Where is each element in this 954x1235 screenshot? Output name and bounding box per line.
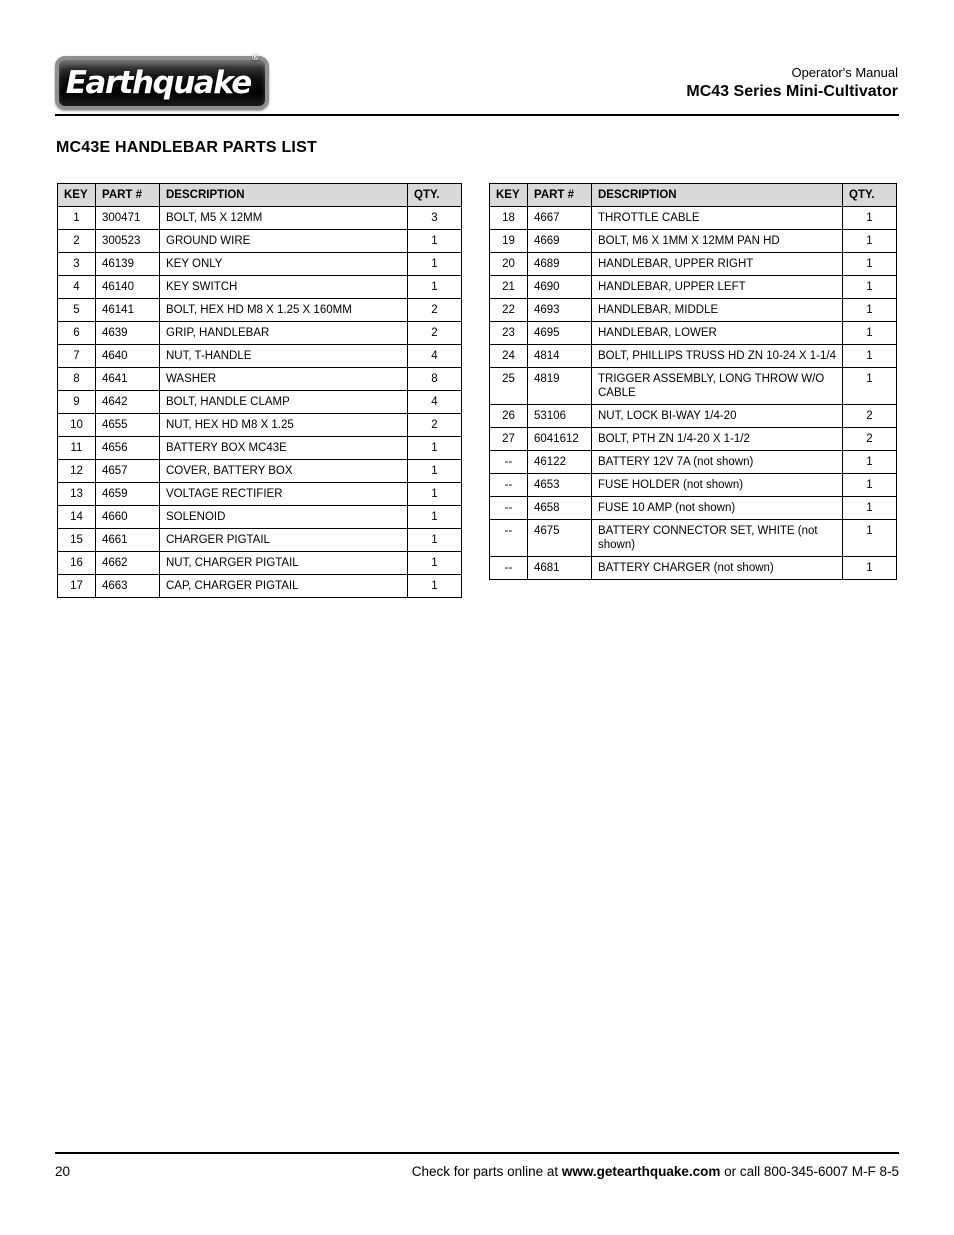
cell-key: 26 xyxy=(490,405,528,428)
cell-key: 18 xyxy=(490,207,528,230)
table-row xyxy=(490,322,897,345)
parts-table-right-body xyxy=(490,207,897,580)
column-header-qty: QTY. xyxy=(843,184,897,207)
cell-part: 46141 xyxy=(96,299,160,322)
cell-desc: BATTERY CONNECTOR SET, WHITE (not shown) xyxy=(592,520,843,557)
table-row xyxy=(490,345,897,368)
cell-qty: 4 xyxy=(408,345,462,368)
registered-trademark-icon: ® xyxy=(250,53,259,63)
cell-desc: BOLT, M5 X 12MM xyxy=(160,207,408,230)
column-header-qty: QTY. xyxy=(408,184,462,207)
cell-key: 3 xyxy=(58,253,96,276)
cell-desc: BATTERY BOX MC43E xyxy=(160,437,408,460)
cell-desc: VOLTAGE RECTIFIER xyxy=(160,483,408,506)
cell-key: 24 xyxy=(490,345,528,368)
cell-key: 1 xyxy=(58,207,96,230)
table-header-row xyxy=(490,184,897,207)
cell-part: 4640 xyxy=(96,345,160,368)
cell-key: 25 xyxy=(490,368,528,405)
table-row xyxy=(490,474,897,497)
cell-part: 4681 xyxy=(528,557,592,580)
cell-desc: NUT, LOCK BI-WAY 1/4-20 xyxy=(592,405,843,428)
cell-key: 21 xyxy=(490,276,528,299)
table-row xyxy=(58,506,462,529)
cell-qty: 4 xyxy=(408,391,462,414)
manual-label: Operator's Manual xyxy=(791,65,898,80)
cell-desc: BOLT, M6 X 1MM X 12MM PAN HD xyxy=(592,230,843,253)
table-row xyxy=(58,575,462,598)
cell-qty: 1 xyxy=(843,474,897,497)
cell-desc: BOLT, PHILLIPS TRUSS HD ZN 10-24 X 1-1/4 xyxy=(592,345,843,368)
cell-qty: 1 xyxy=(843,276,897,299)
cell-key: 9 xyxy=(58,391,96,414)
cell-qty: 1 xyxy=(843,345,897,368)
cell-part: 4656 xyxy=(96,437,160,460)
cell-part: 4819 xyxy=(528,368,592,405)
table-row xyxy=(490,520,897,557)
cell-desc: HANDLEBAR, UPPER RIGHT xyxy=(592,253,843,276)
cell-key: 27 xyxy=(490,428,528,451)
product-title: MC43 Series Mini-Cultivator xyxy=(686,83,898,100)
footer-note xyxy=(412,1164,899,1179)
cell-part: 4657 xyxy=(96,460,160,483)
cell-key: -- xyxy=(490,520,528,557)
cell-part: 4659 xyxy=(96,483,160,506)
cell-key: -- xyxy=(490,451,528,474)
cell-qty: 1 xyxy=(408,552,462,575)
column-header-description: DESCRIPTION xyxy=(592,184,843,207)
cell-part: 4662 xyxy=(96,552,160,575)
cell-key: 12 xyxy=(58,460,96,483)
column-header-part: PART # xyxy=(528,184,592,207)
cell-desc: HANDLEBAR, MIDDLE xyxy=(592,299,843,322)
cell-key: -- xyxy=(490,557,528,580)
table-row xyxy=(58,368,462,391)
cell-desc: NUT, T-HANDLE xyxy=(160,345,408,368)
cell-part: 4814 xyxy=(528,345,592,368)
table-row xyxy=(58,391,462,414)
cell-key: 20 xyxy=(490,253,528,276)
cell-key: 8 xyxy=(58,368,96,391)
cell-qty: 1 xyxy=(843,557,897,580)
cell-part: 4641 xyxy=(96,368,160,391)
table-row xyxy=(490,253,897,276)
cell-qty: 1 xyxy=(408,437,462,460)
cell-desc: COVER, BATTERY BOX xyxy=(160,460,408,483)
cell-qty: 3 xyxy=(408,207,462,230)
table-row xyxy=(490,557,897,580)
cell-qty: 1 xyxy=(408,529,462,552)
cell-part: 4639 xyxy=(96,322,160,345)
cell-part: 6041612 xyxy=(528,428,592,451)
cell-part: 53106 xyxy=(528,405,592,428)
cell-key: 15 xyxy=(58,529,96,552)
column-header-key: KEY xyxy=(58,184,96,207)
table-row xyxy=(58,552,462,575)
cell-part: 4689 xyxy=(528,253,592,276)
cell-part: 46122 xyxy=(528,451,592,474)
table-row xyxy=(58,253,462,276)
cell-qty: 2 xyxy=(843,428,897,451)
cell-qty: 1 xyxy=(843,253,897,276)
cell-qty: 1 xyxy=(408,253,462,276)
cell-part: 46139 xyxy=(96,253,160,276)
table-row xyxy=(58,483,462,506)
cell-desc: HANDLEBAR, LOWER xyxy=(592,322,843,345)
cell-desc: SOLENOID xyxy=(160,506,408,529)
header-divider xyxy=(55,114,899,116)
cell-desc: HANDLEBAR, UPPER LEFT xyxy=(592,276,843,299)
table-row xyxy=(490,428,897,451)
table-row xyxy=(58,437,462,460)
cell-desc: TRIGGER ASSEMBLY, LONG THROW W/O CABLE xyxy=(592,368,843,405)
cell-desc: NUT, HEX HD M8 X 1.25 xyxy=(160,414,408,437)
table-row xyxy=(490,368,897,405)
cell-qty: 1 xyxy=(843,520,897,557)
parts-table-left xyxy=(57,183,462,598)
footer-text-prefix: Check for parts online at xyxy=(411,1164,562,1179)
logo-text: Earthquake® xyxy=(65,53,259,101)
cell-key: 11 xyxy=(58,437,96,460)
cell-qty: 1 xyxy=(408,460,462,483)
table-row xyxy=(490,451,897,474)
table-row xyxy=(490,276,897,299)
cell-desc: BATTERY 12V 7A (not shown) xyxy=(592,451,843,474)
cell-desc: CAP, CHARGER PIGTAIL xyxy=(160,575,408,598)
cell-key: 13 xyxy=(58,483,96,506)
cell-key: 17 xyxy=(58,575,96,598)
cell-qty: 2 xyxy=(408,414,462,437)
cell-part: 4661 xyxy=(96,529,160,552)
table-row xyxy=(490,405,897,428)
cell-part: 300471 xyxy=(96,207,160,230)
table-row xyxy=(58,230,462,253)
column-header-key: KEY xyxy=(490,184,528,207)
cell-qty: 2 xyxy=(408,322,462,345)
cell-qty: 1 xyxy=(843,322,897,345)
cell-part: 4663 xyxy=(96,575,160,598)
cell-part: 4658 xyxy=(528,497,592,520)
cell-qty: 1 xyxy=(843,368,897,405)
cell-qty: 8 xyxy=(408,368,462,391)
cell-qty: 1 xyxy=(843,230,897,253)
cell-key: 2 xyxy=(58,230,96,253)
cell-key: 19 xyxy=(490,230,528,253)
cell-qty: 1 xyxy=(843,451,897,474)
cell-qty: 1 xyxy=(408,230,462,253)
cell-key: 6 xyxy=(58,322,96,345)
cell-part: 300523 xyxy=(96,230,160,253)
table-row xyxy=(490,207,897,230)
cell-part: 4667 xyxy=(528,207,592,230)
cell-qty: 1 xyxy=(408,506,462,529)
cell-key: -- xyxy=(490,474,528,497)
table-row xyxy=(58,414,462,437)
table-row xyxy=(490,497,897,520)
column-header-description: DESCRIPTION xyxy=(160,184,408,207)
cell-qty: 1 xyxy=(843,207,897,230)
cell-key: 10 xyxy=(58,414,96,437)
cell-desc: CHARGER PIGTAIL xyxy=(160,529,408,552)
cell-part: 4642 xyxy=(96,391,160,414)
cell-desc: KEY ONLY xyxy=(160,253,408,276)
cell-key: 4 xyxy=(58,276,96,299)
earthquake-logo xyxy=(55,53,269,110)
table-row xyxy=(58,207,462,230)
parts-table-right xyxy=(489,183,897,580)
cell-key: 22 xyxy=(490,299,528,322)
cell-part: 46140 xyxy=(96,276,160,299)
cell-key: 14 xyxy=(58,506,96,529)
cell-part: 4660 xyxy=(96,506,160,529)
cell-part: 4690 xyxy=(528,276,592,299)
parts-tables xyxy=(57,183,897,598)
cell-key: 16 xyxy=(58,552,96,575)
cell-qty: 1 xyxy=(408,575,462,598)
cell-qty: 2 xyxy=(408,299,462,322)
cell-key: 5 xyxy=(58,299,96,322)
parts-table-left-body xyxy=(58,207,462,598)
table-row xyxy=(58,345,462,368)
cell-key: 23 xyxy=(490,322,528,345)
header-right xyxy=(686,64,898,102)
cell-key: -- xyxy=(490,497,528,520)
cell-desc: BOLT, PTH ZN 1/4-20 X 1-1/2 xyxy=(592,428,843,451)
page-title: MC43E HANDLEBAR PARTS LIST xyxy=(56,139,317,156)
cell-desc: GRIP, HANDLEBAR xyxy=(160,322,408,345)
table-row xyxy=(58,460,462,483)
cell-part: 4693 xyxy=(528,299,592,322)
page-number: 20 xyxy=(55,1164,71,1179)
table-row xyxy=(58,276,462,299)
cell-part: 4695 xyxy=(528,322,592,345)
cell-desc: THROTTLE CABLE xyxy=(592,207,843,230)
cell-desc: BOLT, HEX HD M8 X 1.25 X 160MM xyxy=(160,299,408,322)
cell-desc: BATTERY CHARGER (not shown) xyxy=(592,557,843,580)
footer-divider xyxy=(55,1152,899,1154)
cell-desc: KEY SWITCH xyxy=(160,276,408,299)
cell-desc: BOLT, HANDLE CLAMP xyxy=(160,391,408,414)
footer xyxy=(55,1164,899,1179)
cell-desc: NUT, CHARGER PIGTAIL xyxy=(160,552,408,575)
cell-desc: FUSE HOLDER (not shown) xyxy=(592,474,843,497)
cell-key: 7 xyxy=(58,345,96,368)
cell-desc: WASHER xyxy=(160,368,408,391)
cell-qty: 1 xyxy=(408,483,462,506)
cell-desc: GROUND WIRE xyxy=(160,230,408,253)
parts-website-link[interactable]: www.getearthquake.com xyxy=(561,1164,721,1179)
table-row xyxy=(58,299,462,322)
table-row xyxy=(490,299,897,322)
cell-qty: 1 xyxy=(843,299,897,322)
cell-part: 4669 xyxy=(528,230,592,253)
footer-text-suffix: or call 800-345-6007 M-F 8-5 xyxy=(720,1164,899,1179)
column-header-part: PART # xyxy=(96,184,160,207)
table-row xyxy=(490,230,897,253)
cell-part: 4655 xyxy=(96,414,160,437)
cell-qty: 1 xyxy=(843,497,897,520)
table-row xyxy=(58,322,462,345)
table-header-row xyxy=(58,184,462,207)
cell-desc: FUSE 10 AMP (not shown) xyxy=(592,497,843,520)
cell-part: 4653 xyxy=(528,474,592,497)
cell-qty: 1 xyxy=(408,276,462,299)
cell-part: 4675 xyxy=(528,520,592,557)
table-row xyxy=(58,529,462,552)
cell-qty: 2 xyxy=(843,405,897,428)
